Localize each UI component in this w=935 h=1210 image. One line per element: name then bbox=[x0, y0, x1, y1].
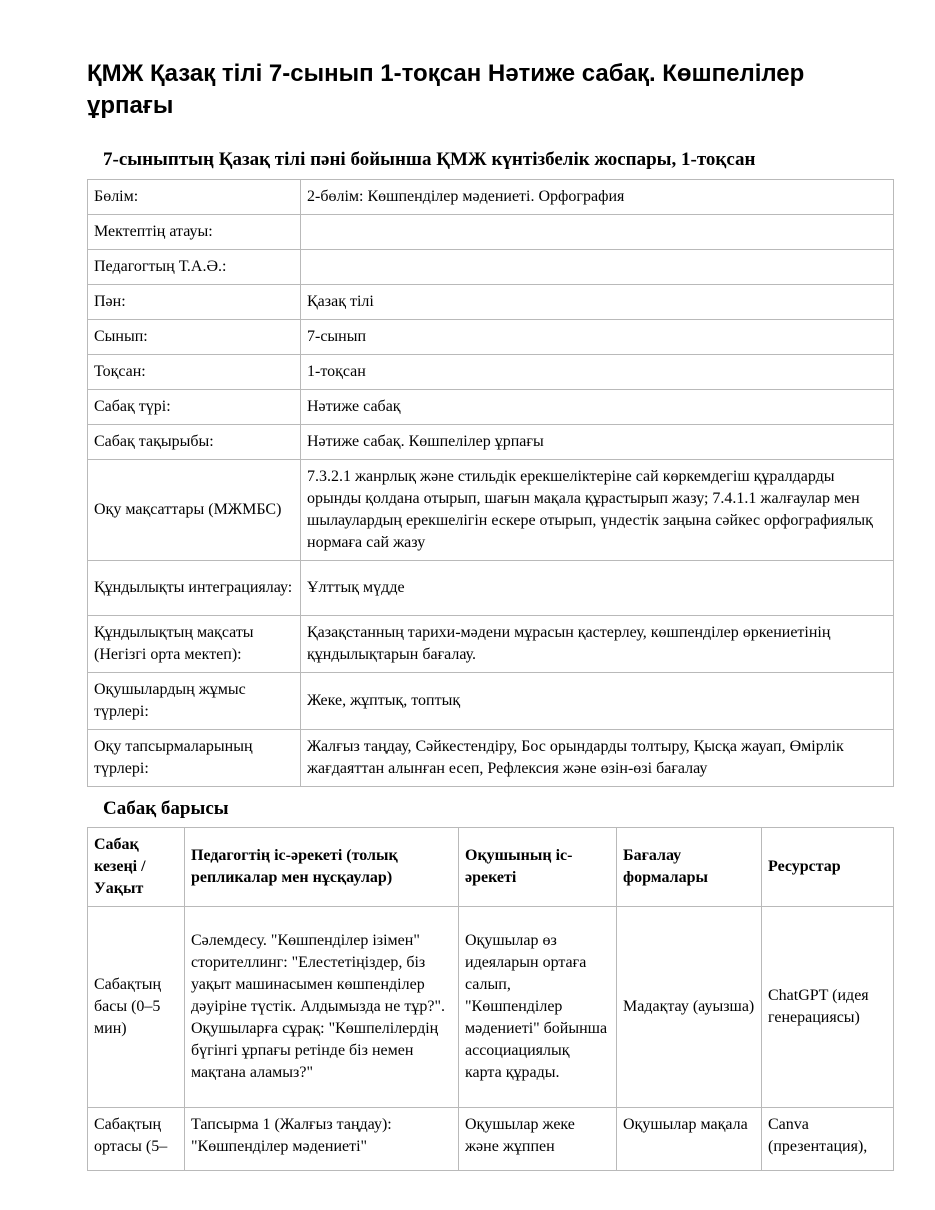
info-value: Ұлттық мүдде bbox=[301, 561, 894, 616]
student-activity-cell: Оқушылар жеке және жұппен bbox=[459, 1108, 617, 1171]
info-value: Нәтиже сабақ. Көшпелілер ұрпағы bbox=[301, 425, 894, 460]
info-row-work-forms bbox=[88, 673, 894, 730]
info-label: Пән: bbox=[88, 285, 301, 320]
column-header-student-activity: Оқушының іс-әрекеті bbox=[459, 828, 617, 907]
info-row-task-types bbox=[88, 730, 894, 787]
stage-cell: Сабақтың ортасы (5– bbox=[88, 1108, 185, 1171]
info-label: Бөлім: bbox=[88, 180, 301, 215]
info-value: 2-бөлім: Көшпенділер мәдениеті. Орфография bbox=[301, 180, 894, 215]
info-row-lesson-topic bbox=[88, 425, 894, 460]
assessment-cell: Мадақтау (ауызша) bbox=[617, 907, 762, 1108]
info-value: Қазақ тілі bbox=[301, 285, 894, 320]
info-label: Сынып: bbox=[88, 320, 301, 355]
stage-cell: Сабақтың басы (0–5 мин) bbox=[88, 907, 185, 1108]
info-label: Сабақ тақырыбы: bbox=[88, 425, 301, 460]
info-value bbox=[301, 215, 894, 250]
info-label: Оқушылардың жұмыс түрлері: bbox=[88, 673, 301, 730]
info-row-value-integration bbox=[88, 561, 894, 616]
column-header-stage: Сабақ кезеңі / Уақыт bbox=[88, 828, 185, 907]
lesson-row-start bbox=[88, 907, 894, 1108]
column-header-assessment: Бағалау формалары bbox=[617, 828, 762, 907]
info-value bbox=[301, 250, 894, 285]
lesson-progress-heading: Сабақ барысы bbox=[103, 798, 229, 819]
info-label: Құндылықты интеграциялау: bbox=[88, 561, 301, 616]
info-row-teacher-name bbox=[88, 250, 894, 285]
teacher-activity-cell: Тапсырма 1 (Жалғыз таңдау): "Көшпенділер мәдениеті" bbox=[185, 1108, 459, 1171]
document-title: ҚМЖ Қазақ тілі 7-сынып 1-тоқсан Нәтиже сабақ. Көшпелілер ұрпағы bbox=[87, 60, 805, 119]
info-value: Жалғыз таңдау, Сәйкестендіру, Бос орындарды толтыру, Қысқа жауап, Өмірлік жағдаяттан алынған есеп, Рефлексия және өзін-өзі бағалау bbox=[301, 730, 894, 787]
info-value: Қазақстанның тарихи-мәдени мұрасын қастерлеу, көшпенділер өркениетінің құндылықтарын бағалау. bbox=[301, 616, 894, 673]
column-header-resources: Ресурстар bbox=[762, 828, 894, 907]
info-value: 7-сынып bbox=[301, 320, 894, 355]
info-label: Құндылықтың мақсаты (Негізгі орта мектеп): bbox=[88, 616, 301, 673]
lesson-row-middle bbox=[88, 1108, 894, 1171]
info-row-lesson-type bbox=[88, 390, 894, 425]
info-value: Жеке, жұптық, топтық bbox=[301, 673, 894, 730]
info-row-section bbox=[88, 180, 894, 215]
info-value: 7.3.2.1 жанрлық және стильдік ерекшеліктеріне сай көркемдегіш құралдарды орынды қолдана отырып, шағын мақала құрастырып жазу; 7.4.1.1 жалғаулар мен шылаулардың ерекшелігін ескере отырып, үндестік заңына сәйкес орфографиялық нормаға сай жазу bbox=[301, 460, 894, 561]
info-label: Педагогтың Т.А.Ә.: bbox=[88, 250, 301, 285]
info-row-subject bbox=[88, 285, 894, 320]
info-row-learning-objectives bbox=[88, 460, 894, 561]
info-row-grade bbox=[88, 320, 894, 355]
lesson-table-header-row bbox=[88, 828, 894, 907]
lesson-progress-table bbox=[87, 827, 894, 1171]
student-activity-cell: Оқушылар өз идеяларын ортаға салып, "Көшпенділер мәдениеті" бойынша ассоциациялық карта құрады. bbox=[459, 907, 617, 1108]
info-row-school-name bbox=[88, 215, 894, 250]
info-label: Мектептің атауы: bbox=[88, 215, 301, 250]
plan-heading: 7-сыныптың Қазақ тілі пәні бойынша ҚМЖ күнтізбелік жоспары, 1-тоқсан bbox=[103, 149, 756, 170]
column-header-teacher-activity: Педагогтің іс-әрекеті (толық репликалар мен нұсқаулар) bbox=[185, 828, 459, 907]
info-label: Оқу тапсырмаларының түрлері: bbox=[88, 730, 301, 787]
info-label: Сабақ түрі: bbox=[88, 390, 301, 425]
resources-cell: ChatGPT (идея генерациясы) bbox=[762, 907, 894, 1108]
info-row-value-goal bbox=[88, 616, 894, 673]
info-label: Оқу мақсаттары (МЖМБС) bbox=[88, 460, 301, 561]
info-value: 1-тоқсан bbox=[301, 355, 894, 390]
info-label: Тоқсан: bbox=[88, 355, 301, 390]
assessment-cell: Оқушылар мақала bbox=[617, 1108, 762, 1171]
resources-cell: Canva (презентация), bbox=[762, 1108, 894, 1171]
info-value: Нәтиже сабақ bbox=[301, 390, 894, 425]
teacher-activity-cell: Сәлемдесу. "Көшпенділер ізімен" сторителлинг: "Елестетіңіздер, біз уақыт машинасымен көшпенділер дәуіріне түстік. Алдымызда не тұр?". Оқушыларға сұрақ: "Көшпелілердің бүгінгі ұрпағы ретінде біз немен мақтана аламыз?" bbox=[185, 907, 459, 1108]
lesson-plan-info-table bbox=[87, 179, 894, 787]
info-row-quarter bbox=[88, 355, 894, 390]
